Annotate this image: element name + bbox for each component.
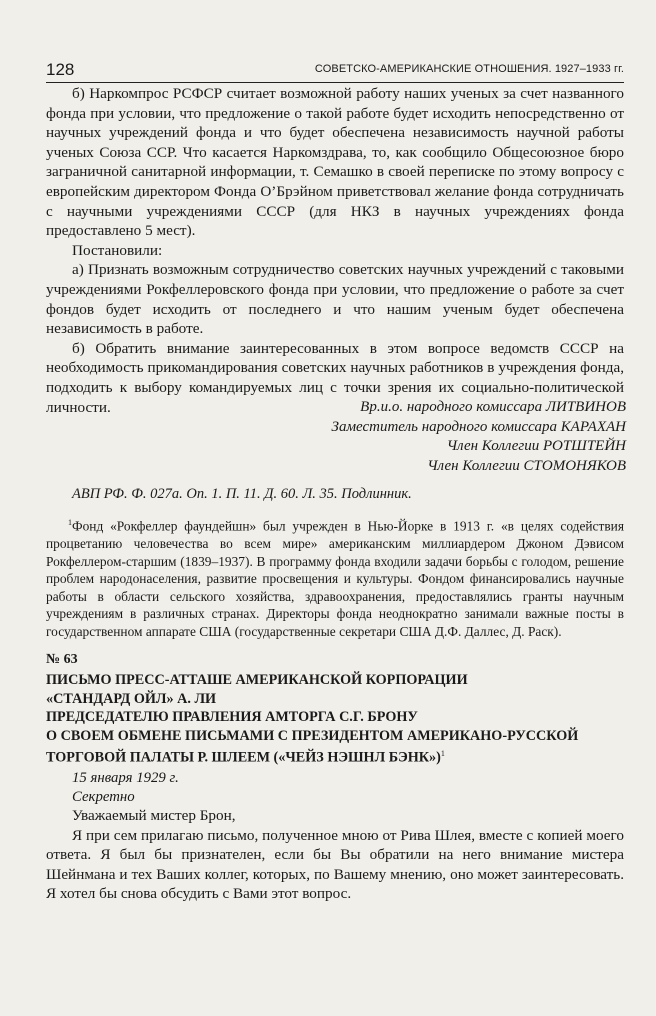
resolution-b: б) Обратить внимание заинтересованных в этом вопросе ведомств СССР на необходимость прикомандирования советских научных работников в учреждения фонда, подходить к выбору командируемых лиц с точки зрения их социально-политической личности. (46, 339, 624, 416)
main-text (46, 84, 624, 417)
page-number: 128 (46, 60, 75, 79)
resolution-a: а) Признать возможным сотрудничество советских научных учреждений с таковыми учреждениями Рокфеллеровского фонда при условии, что предложение о работе за счет фондов будет исходить от последнего и что нашим ученым будет обеспечена независимость в работе. (46, 261, 624, 338)
document-title (46, 671, 624, 768)
archive-reference: АВП РФ. Ф. 027а. Оп. 1. П. 11. Д. 60. Л. 35. Подлинник. (72, 486, 412, 502)
title-line: «СТАНДАРД ОЙЛ» А. ЛИ (46, 690, 217, 707)
document-number: № 63 (46, 652, 78, 667)
document-date: 15 января 1929 г. (72, 770, 179, 786)
signature-block (332, 398, 626, 476)
footnote-mark: 1 (68, 518, 72, 527)
salutation: Уважаемый мистер Брон, (72, 807, 236, 824)
classification: Секретно (72, 789, 135, 806)
signature-line: Заместитель народного комиссара КАРАХАН (331, 418, 626, 435)
title-line: О СВОЕМ ОБМЕНЕ ПИСЬМАМИ С ПРЕЗИДЕНТОМ АМЕРИКАНО-РУССКОЙ (46, 727, 579, 744)
title-line: ТОРГОВОЙ ПАЛАТЫ Р. ШЛЕЕМ («ЧЕЙЗ НЭШНЛ БЭНК») (46, 750, 441, 767)
signature-line: Член Коллегии РОТШТЕЙН (446, 438, 626, 455)
letter-body (46, 806, 624, 904)
signature-line: Член Коллегии СТОМОНЯКОВ (427, 457, 626, 474)
resolved-heading: Постановили: (72, 241, 163, 259)
title-footnote-mark: 1 (440, 749, 445, 759)
paragraph-b: б) Наркомпрос РСФСР считает возможной работу наших ученых за счет названного фонда при условии, что предложение о такой работе будет исходить непосредственно от научных учреждений фонда и что будет обеспечена независимость научной работы ученых Союза ССР. Что касается Наркомздрава, то, как сообщило Общесоюзное бюро заграничной санитарной информации, т. Семашко в своей переписке по этому вопросу с европейским директором Фонда О’Брэйном приветствовал желание фонда сотрудничать с научными учреждениями СССР (для НКЗ в научных учреждениях фонда предоставлено 5 мест). (46, 85, 624, 240)
title-line: ПРЕДСЕДАТЕЛЮ ПРАВЛЕНИЯ АМТОРГА С.Г. БРОНУ (46, 709, 418, 726)
title-line: ПИСЬМО ПРЕСС-АТТАШЕ АМЕРИКАНСКОЙ КОРПОРАЦИИ (46, 672, 468, 688)
footnote-text: Фонд «Рокфеллер фаундейшн» был учрежден в Нью-Йорке в 1913 г. «в целях содействия процветанию человечества во всем мире» американским миллиардером Джоном Дэвисом Рокфеллером-старшим (1839–1937). В программу фонда входили задачи борьбы с голодом, решение проблем народонаселения, развитие просвещения и культуры. Фондом финансировались научные работы в области сельского хозяйства, здравоохранения, предоставлялись гранты научным учреждениям в различных странах. Директоры фонда неоднократно занимали важные посты в государственном аппарате США (государственные секретари США Д.Ф. Даллес, Д. Раск). (46, 518, 624, 640)
signature-line: Вр.и.о. народного комиссара ЛИТВИНОВ (360, 399, 626, 415)
footnote (46, 514, 624, 641)
running-header (46, 60, 624, 83)
dateline (72, 769, 179, 808)
letter-paragraph: Я при сем прилагаю письмо, полученное мною от Рива Шлея, вместе с копией моего ответа. Я был бы признателен, если бы Вы обратили на него внимание мистера Шейнмана и тех Ваших коллег, которых, по Вашему мнению, оно может заинтересовать. Я хотел бы снова обсудить с Вами этот вопрос. (46, 826, 624, 903)
title-line-last (46, 745, 624, 767)
running-title: СОВЕТСКО-АМЕРИКАНСКИЕ ОТНОШЕНИЯ. 1927–1933 гг. (314, 63, 624, 75)
